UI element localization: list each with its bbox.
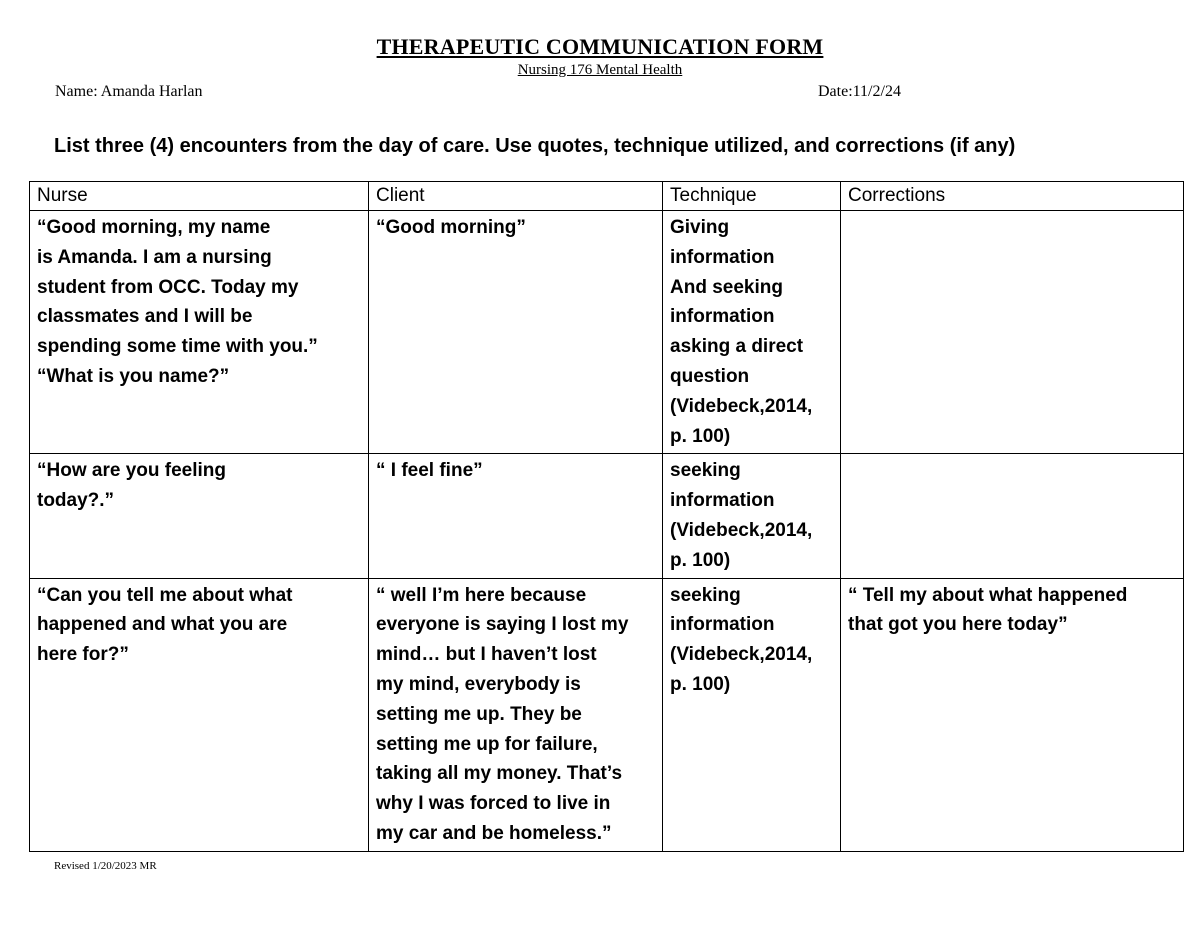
corrections-cell xyxy=(841,211,1184,454)
instructions-text: List three (4) encounters from the day of care. Use quotes, technique utilized, and corrections (if any) xyxy=(54,135,1016,157)
form-title: THERAPEUTIC COMMUNICATION FORM xyxy=(376,34,824,59)
corrections-cell: “ Tell my about what happened that got you here today” xyxy=(841,578,1184,851)
header-corrections: Corrections xyxy=(841,182,1184,211)
technique-cell: Giving information And seeking information asking a direct question (Videbeck,2014, p. 100) xyxy=(663,211,841,454)
nurse-cell: “How are you feeling today?.” xyxy=(30,454,369,578)
communication-table xyxy=(29,181,1184,852)
header-nurse: Nurse xyxy=(30,182,369,211)
form-subtitle: Nursing 176 Mental Health xyxy=(517,62,683,78)
header-client: Client xyxy=(369,182,663,211)
technique-cell: seeking information (Videbeck,2014, p. 100) xyxy=(663,578,841,851)
table-row xyxy=(30,578,1184,851)
client-cell: “ I feel fine” xyxy=(369,454,663,578)
table-row xyxy=(30,211,1184,454)
form-date: Date:11/2/24 xyxy=(818,83,901,100)
table-header-row xyxy=(30,182,1184,211)
nurse-cell: “Good morning, my name is Amanda. I am a nursing student from OCC. Today my classmates and I will be spending some time with you.” “What is you name?” xyxy=(30,211,369,454)
corrections-cell xyxy=(841,454,1184,578)
revision-note: Revised 1/20/2023 MR xyxy=(54,860,157,872)
client-cell: “ well I’m here because everyone is saying I lost my mind… but I haven’t lost my mind, everybody is setting me up. They be setting me up for failure, taking all my money. That’s why I was forced to live in my car and be homeless.” xyxy=(369,578,663,851)
client-cell: “Good morning” xyxy=(369,211,663,454)
student-name: Name: Amanda Harlan xyxy=(55,83,203,100)
table-row xyxy=(30,454,1184,578)
header-technique: Technique xyxy=(663,182,841,211)
technique-cell: seeking information (Videbeck,2014, p. 100) xyxy=(663,454,841,578)
nurse-cell: “Can you tell me about what happened and what you are here for?” xyxy=(30,578,369,851)
